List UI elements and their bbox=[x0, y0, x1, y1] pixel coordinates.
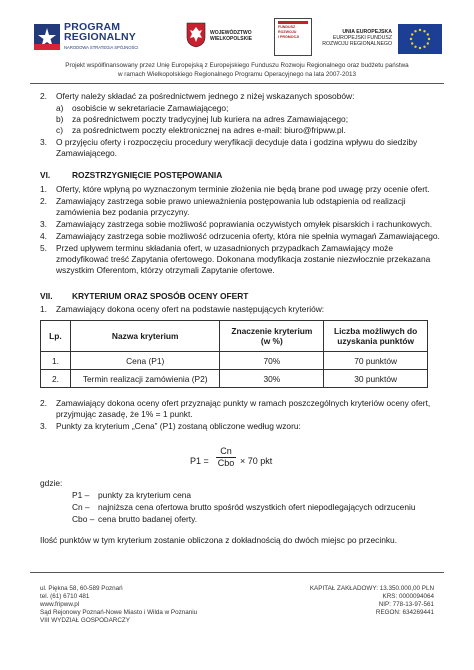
footer-court: Sąd Rejonowy Poznań-Nowe Miasto i Wilda w Poznaniu bbox=[40, 609, 198, 616]
header-points-line2: uzyskania punktów bbox=[337, 336, 414, 346]
section-title: ROZSTRZYGNIĘCIE POSTĘPOWANIA bbox=[72, 170, 223, 180]
eu-logo-line1: UNIA EUROPEJSKA bbox=[342, 29, 392, 35]
list-number: 3. bbox=[40, 421, 47, 431]
sub-label: c) bbox=[56, 125, 63, 135]
table-row bbox=[41, 352, 428, 370]
list-item-text: zamówienia bez podania przyczyny. bbox=[56, 207, 190, 217]
list-item-text: Zamawiający dokona oceny ofert przyznając punkty w ramach poszczególnych kryteriów oceny ofert, bbox=[56, 398, 431, 408]
formula-numerator: Cn bbox=[216, 446, 236, 458]
footer-capital: KAPITAŁ ZAKŁADOWY: 13.350.000,00 PLN bbox=[309, 585, 434, 592]
legend-symbol: Cn – bbox=[72, 502, 90, 512]
footer-court-division: VIII WYDZIAŁ GOSPODARCZY bbox=[40, 617, 130, 624]
formula-rest: × 70 pkt bbox=[240, 456, 273, 466]
list-number: 3. bbox=[40, 219, 47, 229]
woj-logo-line1: WOJEWÓDZTWO bbox=[210, 30, 252, 36]
price-formula bbox=[190, 446, 290, 476]
legend-symbol: P1 – bbox=[72, 490, 90, 500]
table-cell: 30 punktów bbox=[324, 370, 428, 388]
section-number: VI. bbox=[40, 170, 51, 180]
list-number: 5. bbox=[40, 243, 47, 253]
closing-note: Ilość punktów w tym kryterium zostanie obliczona z dokładnością do dwóch miejsc po przecinku. bbox=[40, 535, 398, 545]
column-header-lp: Lp. bbox=[41, 321, 71, 352]
table-cell: 70 punktów bbox=[324, 352, 428, 370]
header-weight-line2: (w %) bbox=[260, 336, 283, 346]
wielkopolska-logo bbox=[184, 18, 254, 56]
column-header-weight bbox=[220, 321, 324, 352]
footer-phone: tel. (61) 6710 481 bbox=[40, 593, 90, 600]
legend-description: cena brutto badanej oferty. bbox=[98, 514, 198, 524]
list-item-text: O przyjęciu oferty i rozpoczęciu procedury weryfikacji decyduje data i godzina wpływu do siedziby bbox=[56, 137, 418, 147]
program-logo-line1: PROGRAM bbox=[64, 21, 121, 33]
criteria-table bbox=[40, 320, 428, 388]
footer-regon: REGON: 634269441 bbox=[375, 609, 434, 616]
list-item-text: Przed upływem terminu składania ofert, w uzasadnionych przypadkach Zamawiający może bbox=[56, 243, 394, 253]
header-weight-line1: Znaczenie kryterium bbox=[231, 326, 313, 336]
column-header-name: Nazwa kryterium bbox=[70, 321, 220, 352]
eu-flag-icon bbox=[398, 24, 442, 54]
sub-item-text: za pośrednictwem poczty tradycyjnej lub kuriera na adres Zamawiającego; bbox=[72, 114, 349, 124]
fund-logo-line3: I PROMOCJI bbox=[278, 35, 300, 39]
sub-label: a) bbox=[56, 103, 64, 113]
header-logos bbox=[34, 18, 442, 56]
list-item-text: zmodyfikować treść Zapytania ofertowego. Dokonana modyfikacja zostanie niezwłocznie przekazana bbox=[56, 254, 431, 264]
fund-logo-line2: ROZWOJU bbox=[278, 30, 297, 34]
list-item-text: Oferty, które wpłyną po wyznaczonym terminie złożenia nie będą brane pod uwagę przy ocenie ofert. bbox=[56, 184, 430, 194]
list-number: 3. bbox=[40, 137, 47, 147]
program-logo-line2: REGIONALNY bbox=[64, 31, 137, 43]
eu-logo-line2: EUROPEJSKI FUNDUSZ bbox=[332, 35, 392, 42]
fund-logo bbox=[274, 18, 312, 56]
program-logo-tagline: NARODOWA STRATEGIA SPÓJNOŚCI bbox=[64, 45, 139, 50]
list-item-text: Zamawiający zastrzega sobie prawo unieważnienia postępowania lub odstąpienia od realizacji bbox=[56, 196, 406, 206]
footer-website-link[interactable]: www.fripww.pl bbox=[40, 601, 80, 608]
formula-lhs: P1 = bbox=[190, 456, 209, 466]
formula-fraction bbox=[216, 446, 236, 469]
header-points-line1: Liczba możliwych do bbox=[333, 326, 418, 336]
eu-logo-line3: ROZWOJU REGIONALNEGO bbox=[322, 41, 392, 48]
list-number: 2. bbox=[40, 398, 47, 408]
sub-label: b) bbox=[56, 114, 64, 124]
header-divider bbox=[30, 83, 444, 84]
list-number: 4. bbox=[40, 231, 47, 241]
section-title: KRYTERIUM ORAZ SPOSÓB OCENY OFERT bbox=[72, 291, 249, 301]
funding-note-line2: w ramach Wielkopolskiego Regionalnego Programu Operacyjnego na lata 2007-2013 bbox=[117, 71, 357, 78]
table-header-row bbox=[41, 321, 428, 352]
list-number: 2. bbox=[40, 196, 47, 206]
list-item-text: Zamawiający dokona oceny ofert na podstawie następujących kryteriów: bbox=[56, 304, 325, 314]
table-cell: 2. bbox=[41, 370, 71, 388]
formula-denominator: Cbo bbox=[217, 458, 235, 468]
eagle-crest-icon bbox=[186, 22, 206, 48]
fund-logo-bar bbox=[278, 21, 308, 24]
list-item-text: Zamawiający zastrzega sobie możliwość poprawiania oczywistych omyłek pisarskich i rachunkowych. bbox=[56, 219, 433, 229]
footer-divider bbox=[30, 572, 444, 573]
eu-logo bbox=[320, 18, 442, 56]
table-cell: Cena (P1) bbox=[70, 352, 220, 370]
woj-logo-line2: WIELKOPOLSKIE bbox=[210, 36, 252, 42]
list-item-text: Punkty za kryterium „Cena” (P1) zostaną obliczone według wzoru: bbox=[56, 421, 301, 431]
list-number: 1. bbox=[40, 184, 47, 194]
legend-description: punkty za kryterium cena bbox=[98, 490, 192, 500]
funding-note bbox=[40, 61, 434, 79]
fund-logo-line1: FUNDUSZ bbox=[278, 25, 296, 29]
table-row bbox=[41, 370, 428, 388]
legend-description: najniższa cena ofertowa brutto spośród wszystkich ofert niepodlegających odrzuceniu bbox=[98, 502, 416, 512]
sub-item-text: osobiście w sekretariacie Zamawiającego; bbox=[72, 103, 229, 113]
funding-note-line1: Projekt współfinansowany przez Unię Europejską z Europejskiego Funduszu Rozwoju Regionalnego oraz budżetu państwa bbox=[65, 62, 409, 69]
list-number: 2. bbox=[40, 91, 47, 101]
footer-nip: NIP: 778-13-97-561 bbox=[378, 601, 434, 608]
list-item-text: wszystkim Oferentom, którzy otrzymali Zapytanie ofertowe. bbox=[56, 265, 275, 275]
legend-symbol: Cbo – bbox=[72, 514, 95, 524]
list-item-text: Zamawiający zastrzega sobie możliwość odrzucenia oferty, która nie spełnia wymagań Zamawiającego. bbox=[56, 231, 440, 241]
table-cell: 1. bbox=[41, 352, 71, 370]
list-item-text: Zamawiającego. bbox=[56, 148, 117, 158]
table-cell: 30% bbox=[220, 370, 324, 388]
program-star-icon bbox=[34, 24, 60, 50]
footer-address: ul. Piękna 58, 60-589 Poznań bbox=[40, 585, 123, 592]
program-regionalny-logo bbox=[34, 18, 158, 56]
list-item-text: Oferty należy składać za pośrednictwem jednego z niżej wskazanych sposobów: bbox=[56, 91, 355, 101]
column-header-points bbox=[324, 321, 428, 352]
legend-intro: gdzie: bbox=[40, 478, 63, 488]
section-number: VII. bbox=[40, 291, 53, 301]
table-cell: 70% bbox=[220, 352, 324, 370]
list-item-text: przyjmując zasadę, że 1% = 1 punkt. bbox=[56, 409, 193, 419]
list-number: 1. bbox=[40, 304, 47, 314]
table-cell: Termin realizacji zamówienia (P2) bbox=[70, 370, 220, 388]
sub-item-text: za pośrednictwem poczty elektronicznej na adres e-mail: biuro@fripww.pl. bbox=[72, 125, 346, 135]
footer-krs: KRS: 0000094064 bbox=[382, 593, 434, 600]
